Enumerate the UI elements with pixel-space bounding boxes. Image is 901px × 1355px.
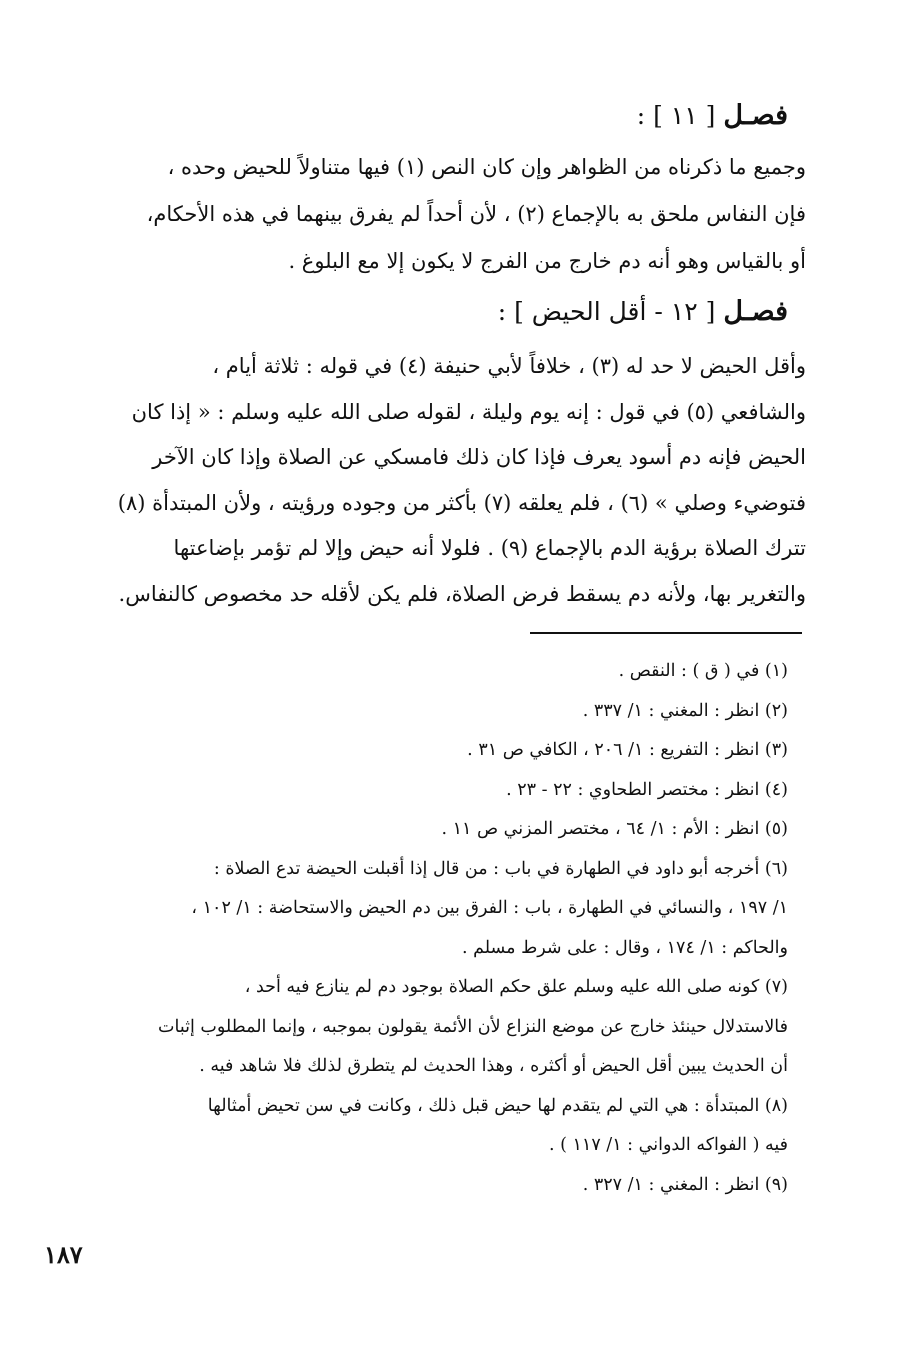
- footnote-line: (٣) انظر : التفريع : ١/ ٢٠٦ ، الكافي ص ٣١ .: [467, 740, 788, 760]
- page-number: ١٨٧: [44, 1240, 83, 1269]
- footnote-line: والحاكم : ١/ ١٧٤ ، وقال : على شرط مسلم .: [461, 937, 788, 958]
- footnote-line: فالاستدلال حينئذ خارج عن موضع النزاع لأن الأئمة يقولون بموجبه ، وإنما المطلوب إثبات: [158, 1016, 788, 1037]
- section-title: [ ١٢ - أقل الحيض ] :: [497, 297, 716, 326]
- footnote-line: (٦) أخرجه أبو داود في الطهارة في باب : من قال إذا أقبلت الحيضة تدع الصلاة :: [213, 858, 788, 879]
- footnote-line: فيه ( الفواكه الدواني : ١/ ١١٧ ) .: [549, 1135, 788, 1155]
- footnote-line: ١/ ١٩٧ ، والنسائي في الطهارة ، باب : الفرق بين دم الحيض والاستحاضة : ١/ ١٠٢ ،: [191, 898, 788, 918]
- text-line: والتغرير بها، ولأنه دم يسقط فرض الصلاة، فلم يكن لأقله حد مخصوص كالنفاس.: [118, 581, 806, 606]
- text-line: أو بالقياس وهو أنه دم خارج من الفرج لا يكون إلا مع البلوغ .: [288, 249, 806, 273]
- footnotes: [70, 652, 788, 1205]
- text-line: الحيض فإنه دم أسود يعرف فإذا كان ذلك فامسكي عن الصلاة وإذا كان الآخر: [152, 445, 806, 469]
- section-11-heading: [70, 96, 788, 136]
- footnote-line: أن الحديث يبين أقل الحيض أو أكثره ، وهذا الحديث لم يتطرق لذلك فلا شاهد فيه .: [199, 1056, 788, 1076]
- footnote-separator: [530, 632, 802, 634]
- text-line: فتوضيء وصلي » (٦) ، فلم يعلقه (٧) بأكثر من وجوده ورؤيته ، ولأن المبتدأة (٨): [117, 490, 806, 515]
- section-11-paragraph: [70, 144, 806, 285]
- text-line: وجميع ما ذكرناه من الظواهر وإن كان النص (١) فيها متناولاً للحيض وحده ،: [167, 155, 806, 179]
- section-12-paragraph: [70, 344, 806, 617]
- footnote-line: (٨) المبتدأة : هي التي لم يتقدم لها حيض قبل ذلك ، وكانت في سن تحيض أمثالها: [207, 1095, 788, 1116]
- section-label: فصـل: [723, 296, 788, 327]
- footnote-line: (٢) انظر : المغني : ١/ ٣٣٧ .: [582, 700, 788, 721]
- section-12-heading: [70, 292, 788, 332]
- section-title: [ ١١ ] :: [636, 101, 716, 130]
- text-line: فإن النفاس ملحق به بالإجماع (٢) ، لأن أحداً لم يفرق بينهما في هذه الأحكام،: [146, 202, 806, 226]
- footnote-line: (٥) انظر : الأم : ١/ ٦٤ ، مختصر المزني ص ١١ .: [441, 819, 788, 839]
- footnote-line: (٩) انظر : المغني : ١/ ٣٢٧ .: [582, 1174, 788, 1195]
- text-line: وأقل الحيض لا حد له (٣) ، خلافاً لأبي حنيفة (٤) في قوله : ثلاثة أيام ،: [212, 354, 806, 378]
- footnote-line: (٤) انظر : مختصر الطحاوي : ٢٢ - ٢٣ .: [506, 779, 788, 800]
- section-label: فصـل: [723, 100, 788, 131]
- text-line: والشافعي (٥) في قول : إنه يوم وليلة ، لقوله صلى الله عليه وسلم : « إذا كان: [131, 399, 806, 424]
- footnote-line: (٧) كونه صلى الله عليه وسلم علق حكم الصلاة بوجود دم لم ينازع فيه أحد ،: [244, 977, 788, 997]
- text-line: تترك الصلاة برؤية الدم بالإجماع (٩) . فلولا أنه حيض وإلا لم تؤمر بإضاعتها: [173, 536, 806, 560]
- footnote-line: (١) في ( ق ) : النقص .: [618, 661, 788, 681]
